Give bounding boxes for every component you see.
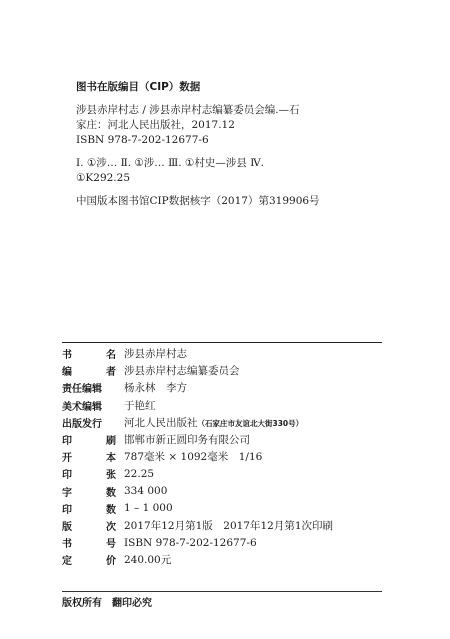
cip-classification: Ⅰ. ①涉… Ⅱ. ①涉… Ⅲ. ①村史—涉县 Ⅳ.	[76, 157, 265, 169]
row-value: 涉县赤岸村志	[124, 348, 187, 361]
row-value: 22.25	[124, 467, 155, 480]
info-row-word-count	[62, 483, 382, 500]
info-row-sheets	[62, 465, 382, 482]
info-row-edition	[62, 517, 382, 534]
publication-info-table	[62, 345, 382, 568]
row-label: 数	[106, 504, 116, 516]
cip-line: ISBN 978-7-202-12677-6	[76, 134, 209, 146]
copyright-notice: 版权所有 翻印必究	[62, 598, 152, 609]
cip-line: 家庄：河北人民出版社，2017.12	[76, 119, 235, 131]
row-label: 定	[62, 556, 72, 568]
info-row-price	[62, 551, 382, 568]
row-label: 编	[62, 367, 72, 379]
info-row-printer	[62, 431, 382, 448]
row-value: 河北人民出版社	[124, 416, 198, 429]
row-label: 者	[106, 367, 116, 379]
row-label: 出版发行	[62, 418, 102, 430]
row-label: 刷	[106, 436, 116, 448]
cip-classification: ①K292.25	[76, 172, 130, 184]
row-label: 美术编辑	[62, 401, 102, 413]
top-rule	[62, 342, 382, 343]
row-label: 责任编辑	[62, 384, 102, 396]
bottom-rule	[62, 591, 382, 592]
row-label: 本	[106, 453, 116, 465]
cip-number: 中国版本图书馆CIP数据核字（2017）第319906号	[76, 195, 320, 207]
row-label: 开	[62, 453, 72, 465]
publisher-address: （石家庄市友谊北大街330号）	[197, 418, 304, 428]
row-label: 书	[62, 539, 72, 551]
info-row-isbn	[62, 534, 382, 551]
row-label: 张	[106, 470, 116, 482]
info-row-format	[62, 448, 382, 465]
info-row-publisher	[62, 414, 382, 431]
row-value: 787毫米 × 1092毫米 1/16	[124, 451, 263, 464]
row-value: 1 – 1 000	[124, 502, 173, 515]
cip-title: 图书在版编目（CIP）数据	[76, 81, 201, 93]
row-label: 印	[62, 470, 72, 482]
row-value: ISBN 978-7-202-12677-6	[124, 536, 257, 549]
row-label: 次	[106, 521, 116, 533]
row-label: 印	[62, 436, 72, 448]
info-row-print-run	[62, 500, 382, 517]
info-row-title	[62, 345, 382, 362]
row-label: 名	[106, 350, 116, 362]
row-label: 版	[62, 521, 72, 533]
row-value: 于艳红	[124, 399, 156, 412]
row-value: 334 000	[124, 485, 168, 498]
row-label: 价	[106, 556, 116, 568]
info-row-editor	[62, 362, 382, 379]
info-row-art-editor	[62, 397, 382, 414]
row-value: 涉县赤岸村志编纂委员会	[124, 365, 240, 378]
row-label: 印	[62, 504, 72, 516]
row-label: 数	[106, 487, 116, 499]
row-value: 240.00元	[124, 554, 172, 567]
cip-line: 涉县赤岸村志 / 涉县赤岸村志编纂委员会编.—石	[76, 104, 300, 116]
row-label: 书	[62, 350, 72, 362]
info-row-responsible-editor	[62, 379, 382, 396]
row-value: 2017年12月第1版 2017年12月第1次印刷	[124, 519, 334, 532]
cip-block	[76, 80, 406, 209]
row-label: 号	[106, 539, 116, 551]
row-value: 邯郸市新正圆印务有限公司	[124, 434, 250, 447]
row-value: 杨永林 李方	[124, 382, 187, 395]
row-label: 字	[62, 487, 72, 499]
